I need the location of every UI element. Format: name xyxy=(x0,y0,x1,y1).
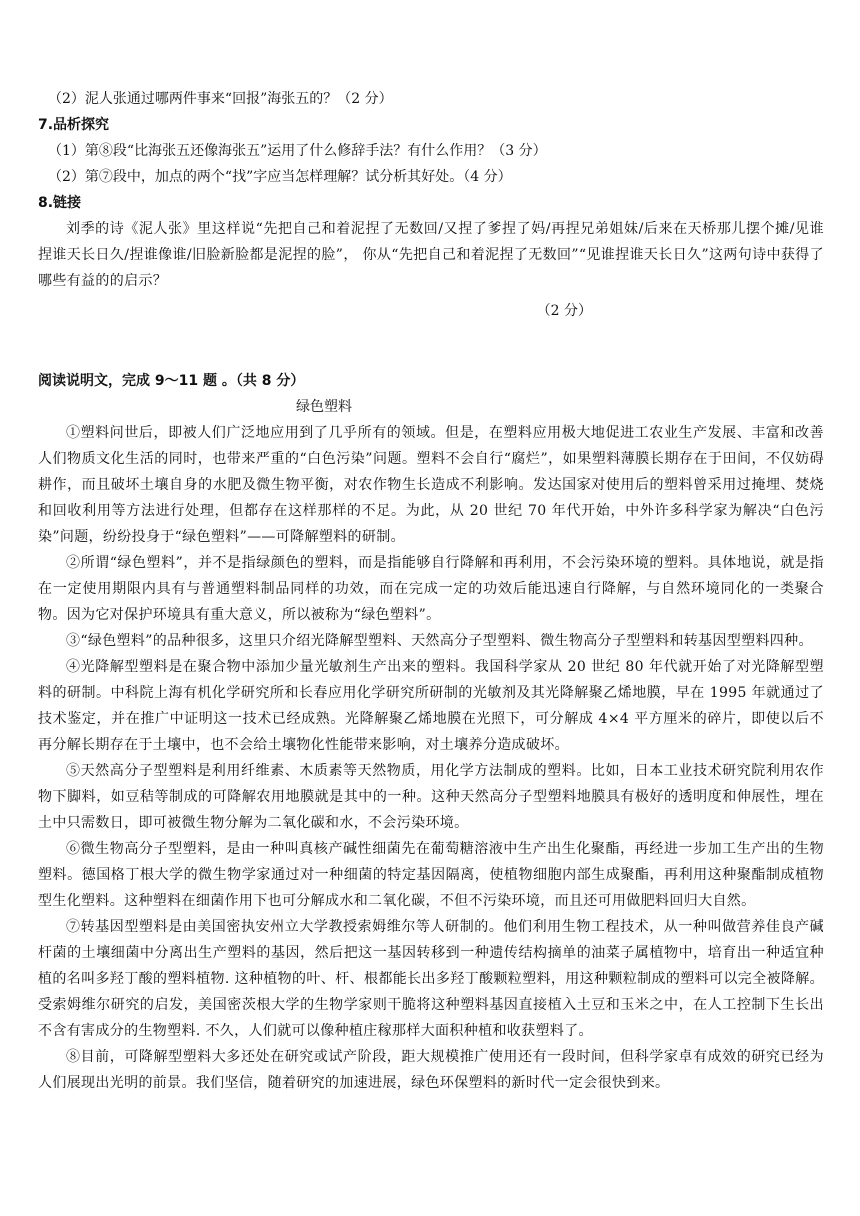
question-8-body: 刘季的诗《泥人张》里这样说“先把自己和着泥捏了无数回/又捏了爹捏了妈/再捏兄弟姐妹/后来在天桥那儿摆个摊/见谁捏谁天长日久/捏谁像谁/旧脸新脸都是泥捏的脸”， 你从“先把自己和着泥捏了无数回”“见谁捏谁天长日久”这两句诗中获得了哪些有益的的启示？ xyxy=(38,221,824,289)
article-paragraph-1: ①塑料问世后，即被人们广泛地应用到了几乎所有的领域。但是，在塑料应用极大地促进工农业生产发展、丰富和改善人们物质文化生活的同时，也带来严重的“白色污染”问题。塑料不会自行“腐烂”，如果塑料薄膜长期存在于田间，不仅妨碍耕作，而且破坏土壤自身的水肥及微生物平衡，对农作物生长造成不利影响。发达国家对使用后的塑料曾采用过掩埋、焚烧和回收利用等方法进行处理，但都存在这样那样的不足。为此，从 20 世纪 70 年代开始，中外许多科学家为解决“白色污染”问题，纷纷投身于“绿色塑料”——可降解塑料的研制。 xyxy=(38,425,824,545)
article-paragraph-6: ⑥微生物高分子型塑料，是由一种叫真核产碱性细菌先在葡萄糖溶液中生产出生化聚酯，再经进一步加工生产出的生物塑料。德国格丁根大学的微生物学家通过对一种细菌的特定基因隔离，使植物细胞内部生成聚酯，再利用这种聚酯制成植物型生化塑料。这种塑料在细菌作用下也可分解成水和二氧化碳，不但不污染环境，而且还可用做肥料回归大自然。 xyxy=(38,841,824,909)
document-page xyxy=(38,86,824,1096)
question-7-1: （1）第⑧段“比海张五还像海张五”运用了什么修辞手法？有什么作用？（3 分） xyxy=(48,143,547,159)
section-gap xyxy=(38,324,824,368)
article-paragraph-8: ⑧目前，可降解型塑料大多还处在研究或试产阶段，距大规模推广使用还有一段时间，但科学家卓有成效的研究已经为人们展现出光明的前景。我们坚信，随着研究的加速进展，绿色环保塑料的新时代一定会很快到来。 xyxy=(38,1049,824,1091)
question-8-heading: 8.链接 xyxy=(38,195,82,211)
reading-instruction: 阅读说明文，完成 9～11 题 。（共 8 分） xyxy=(38,373,305,389)
question-7-heading: 7.品析探究 xyxy=(38,117,110,133)
article-paragraph-2: ②所谓“绿色塑料”，并不是指绿颜色的塑料，而是指能够自行降解和再利用，不会污染环境的塑料。具体地说，就是指在一定使用期限内具有与普通塑料制品同样的功效，而在完成一定的功效后能迅速自行降解，与自然环境同化的一类聚合物。因为它对保护环境具有重大意义，所以被称为“绿色塑料”。 xyxy=(38,555,824,623)
article-paragraph-5: ⑤天然高分子型塑料是利用纤维素、木质素等天然物质，用化学方法制成的塑料。比如，日本工业技术研究院利用农作物下脚料，如豆秸等制成的可降解农用地膜就是其中的一种。这种天然高分子型塑料地膜具有极好的透明度和伸展性，埋在土中只需数日，即可被微生物分解为二氧化碳和水，不会污染环境。 xyxy=(38,763,824,831)
question-7-2: （2）第⑦段中，加点的两个“找”字应当怎样理解？试分析其好处。（4 分） xyxy=(48,169,512,185)
article-paragraph-3: ③“绿色塑料”的品种很多，这里只介绍光降解型塑料、天然高分子型塑料、微生物高分子型塑料和转基因型塑料四种。 xyxy=(66,633,813,649)
question-6-2: （2）泥人张通过哪两件事来“回报”海张五的？（2 分） xyxy=(48,91,393,107)
article-paragraph-7: ⑦转基因型塑料是由美国密执安州立大学教授索姆维尔等人研制的。他们利用生物工程技术，从一种叫做营养佳良产碱杆菌的土壤细菌中分离出生产塑料的基因，然后把这一基因转移到一种遗传结构摘单的油菜子属植物中，培育出一种适宜种植的名叫多羟丁酸的塑料植物. 这种植物的叶、杆、根都能长出多羟丁酸颗粒塑料，用这种颗粒制成的塑料可以完全被降解。受索姆维尔研究的启发，美国密茨根大学的生物学家则干脆将这种塑料基因直接植入土豆和玉米之中，在人工控制下生长出不含有害成分的生物塑料. 不久，人们就可以像种植庄稼那样大面积种植和收获塑料了。 xyxy=(38,919,824,1039)
article-title: 绿色塑料 xyxy=(296,399,352,415)
article-paragraph-4: ④光降解型塑料是在聚合物中添加少量光敏剂生产出来的塑料。我国科学家从 20 世纪 80 年代就开始了对光降解型塑料的研制。中科院上海有机化学研究所和长春应用化学研究所研制的光敏剂及其光降解聚乙烯地膜，早在 1995 年就通过了技术鉴定，并在推广中证明这一技术已经成熟。光降解聚乙烯地膜在光照下，可分解成 4×4 平方厘米的碎片，即使以后不再分解长期存在于土壤中，也不会给土壤物化性能带来影响，对土壤养分造成破坏。 xyxy=(38,659,824,753)
question-8-score: （2 分） xyxy=(536,303,592,319)
